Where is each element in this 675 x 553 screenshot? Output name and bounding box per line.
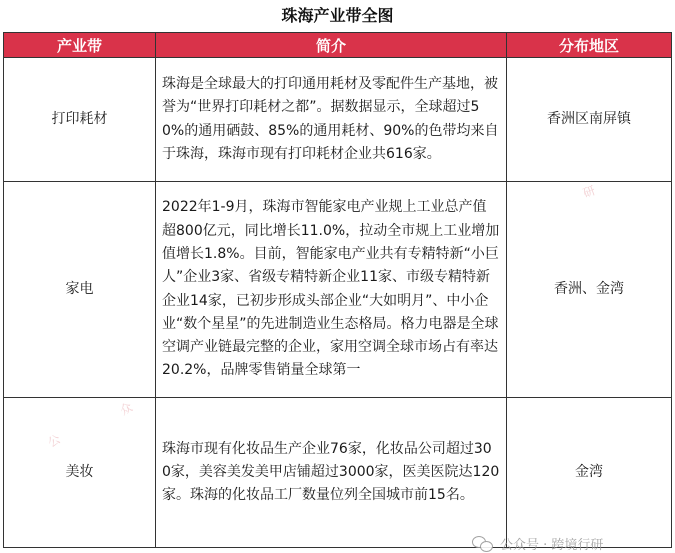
row-category: 家电 (4, 182, 156, 398)
footer-watermark (472, 534, 603, 553)
wechat-icon (472, 536, 494, 552)
header-region: 分布地区 (507, 33, 672, 58)
watermark-mark: 研 (581, 183, 598, 201)
header-category: 产业带 (4, 33, 156, 58)
table-header-row (4, 33, 672, 58)
table-row (4, 58, 672, 182)
industry-table (3, 32, 672, 548)
row-region: 香洲区南屏镇 (507, 58, 672, 182)
page-title: 珠海产业带全图 (281, 6, 394, 25)
row-description: 2022年1-9月，珠海市智能家电产业规上工业总产值超800亿元，同比增长11.0%，拉动全市规上工业增加值增长1.8%。目前，智能家电产业共有专精特新“小巨人”企业3家、省级专精特新企业11家、市级专精特新企业14家，已初步形成头部企业“大如明月”、中小企业“数个星星”的先进制造业生态格局。格力电器是全球空调产业链最完整的企业，家用空调全球市场占有率达20.2%，品牌零售销量全球第一 (156, 182, 507, 398)
row-region: 金湾 (507, 398, 672, 548)
row-category: 打印耗材 (4, 58, 156, 182)
row-description: 珠海市现有化妆品生产企业76家，化妆品公司超过300家，美容美发美甲店铺超过3000家，医美医院达120家。珠海的化妆品工厂数量位列全国城市前15名。 (156, 398, 507, 548)
row-category: 美妆 (4, 398, 156, 548)
header-description: 简介 (156, 33, 507, 58)
table-row (4, 182, 672, 398)
watermark-mark: 公 (45, 431, 63, 450)
row-description: 珠海是全球最大的打印通用耗材及零配件生产基地，被誉为“世界打印耗材之都”。据数据显示，全球超过50%的通用硒鼓、85%的通用耗材、90%的色带均来自于珠海，珠海市现有打印耗材企业共616家。 (156, 58, 507, 182)
watermark-mark: 众 (117, 399, 135, 418)
table-row (4, 398, 672, 548)
footer-watermark-text: 公众号 · 跨境行研 (500, 538, 604, 553)
row-region: 香洲、金湾 (507, 182, 672, 398)
